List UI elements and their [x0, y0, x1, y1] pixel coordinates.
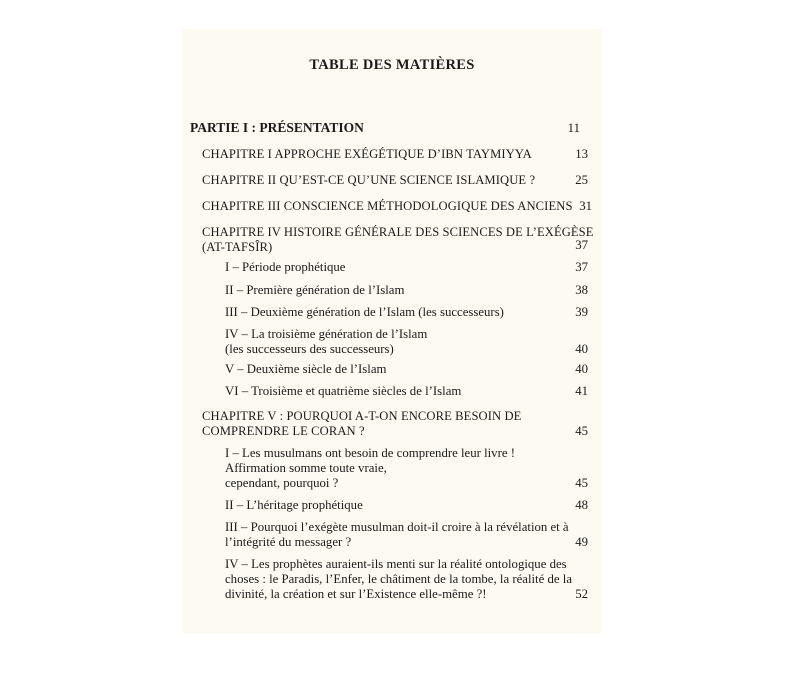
section-title-cont: divinité, la création et sur l’Existence elle-même ?!	[225, 587, 487, 601]
section-title: II – Première génération de l’Islam	[225, 283, 405, 297]
section-page: 37	[575, 260, 588, 274]
chapter-title: CHAPITRE II QU’EST-CE QU’UNE SCIENCE ISLAMIQUE ?	[202, 173, 536, 187]
page-title: TABLE DES MATIÈRES	[309, 57, 475, 73]
chapter-page: 13	[575, 147, 588, 161]
chapter-page: 37	[575, 238, 588, 252]
section-page: 52	[575, 587, 588, 601]
chapter-title: CHAPITRE I APPROCHE EXÉGÉTIQUE D’IBN TAYMIYYA	[202, 147, 532, 161]
partie-page: 11	[567, 121, 580, 135]
section-title-cont: Affirmation somme toute vraie,	[225, 461, 387, 475]
book-page	[182, 29, 602, 633]
chapter-title-cont: (AT-TAFSÎR)	[202, 240, 273, 254]
section-title-cont: l’intégrité du messager ?	[225, 535, 352, 549]
section-page: 38	[575, 283, 588, 297]
section-title: II – L’héritage prophétique	[225, 498, 363, 512]
section-page: 41	[575, 384, 588, 398]
partie-title: PARTIE I : PRÉSENTATION	[190, 120, 364, 135]
chapter-title-cont: COMPRENDRE LE CORAN ?	[202, 424, 365, 438]
section-page: 48	[575, 498, 588, 512]
section-title: I – Période prophétique	[225, 260, 346, 274]
section-title: IV – Les prophètes auraient-ils menti sur la réalité ontologique des	[225, 557, 567, 571]
chapter-title: CHAPITRE V : POURQUOI A-T-ON ENCORE BESOIN DE	[202, 409, 522, 423]
chapter-page: 25	[575, 173, 588, 187]
section-title: III – Pourquoi l’exégète musulman doit-il croire à la révélation et à	[225, 520, 569, 534]
section-page: 40	[575, 362, 588, 376]
section-title: III – Deuxième génération de l’Islam (les successeurs)	[225, 305, 504, 319]
section-title: VI – Troisième et quatrième siècles de l’Islam	[225, 384, 462, 398]
section-page: 45	[575, 476, 588, 490]
chapter-page: 31	[579, 199, 592, 213]
section-title-cont: choses : le Paradis, l’Enfer, le châtiment de la tombe, la réalité de la	[225, 572, 572, 586]
chapter-page: 45	[575, 424, 588, 438]
section-title: IV – La troisième génération de l’Islam	[225, 327, 428, 341]
section-title: I – Les musulmans ont besoin de comprendre leur livre !	[225, 446, 515, 460]
section-page: 49	[575, 535, 588, 549]
section-title: V – Deuxième siècle de l’Islam	[225, 362, 387, 376]
section-title-cont: (les successeurs des successeurs)	[225, 342, 394, 356]
section-page: 39	[575, 305, 588, 319]
chapter-title: CHAPITRE IV HISTOIRE GÉNÉRALE DES SCIENCES DE L’EXÉGÈSE	[202, 225, 594, 239]
chapter-title: CHAPITRE III CONSCIENCE MÉTHODOLOGIQUE DES ANCIENS	[202, 199, 573, 213]
section-page: 40	[575, 342, 588, 356]
section-title-cont: cependant, pourquoi ?	[225, 476, 339, 490]
